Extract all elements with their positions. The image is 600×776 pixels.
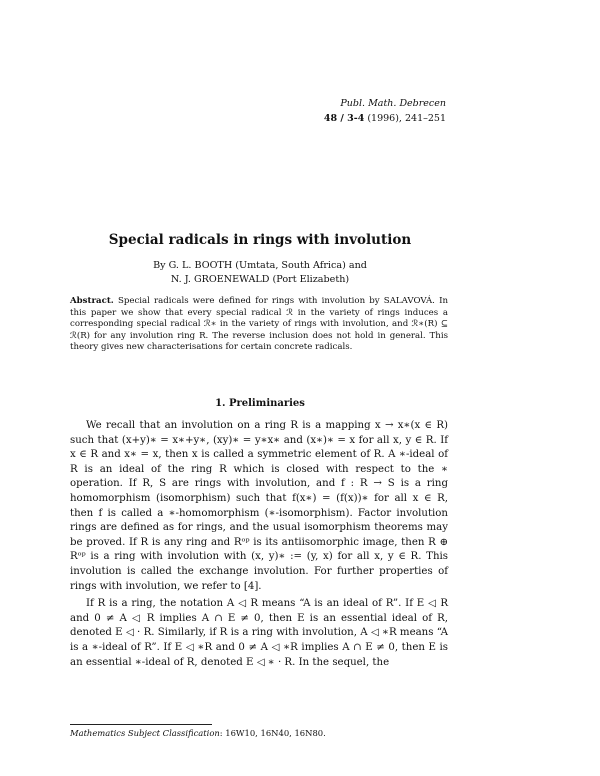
- paper-title: Special radicals in rings with involution: [108, 232, 412, 248]
- footnote: [70, 728, 448, 739]
- author-line-2: N. J. GROENEWALD (Port Elizabeth): [170, 274, 350, 285]
- journal-volume-line: [246, 111, 446, 126]
- abstract: [70, 296, 448, 354]
- author-line-1: By G. L. BOOTH (Umtata, South Africa) and: [153, 260, 367, 271]
- paragraph-1: We recall that an involution on a ring R is a mapping x → x∗(x ∈ R) such that (x+y)∗ = x∗+y∗, (xy)∗ = y∗x∗ and (x∗)∗ = x for all x, y ∈ R. If x ∈ R and x∗ = x, then x is called a symmetric element of R. A ∗-ideal of R is an ideal of the ring R which is closed with respect to the ∗ operation. If R, S are rings with involution, and f : R → S is a ring homomorphism (isomorphism) such that f(x∗) = (f(x))∗ for all x ∈ R, then f is called a ∗-homomorphism (∗-isomorphism). Factor involution rings are defined as for rings, and the usual isomorphism theorems may be proved. If R is any ring and Rᵒᵖ is its antiisomorphic image, then R ⊕ Rᵒᵖ is a ring with involution with (x, y)∗ := (y, x) for all x, y ∈ R. This involution is called the exchange involution. For further properties of rings with involution, we refer to [4].: [70, 420, 448, 592]
- journal-name: Publ. Math. Debrecen: [340, 98, 446, 109]
- abstract-label: Abstract.: [70, 296, 114, 306]
- paragraph-2: If R is a ring, the notation A ◁ R means “A is an ideal of R”. If E ◁ R and 0 ≠ A ◁ R implies A ∩ E ≠ 0, then E is an essential ideal of R, denoted E ◁ · R. Similarly, if R is a ring with involution, A ◁ ∗R means “A is a ∗-ideal of R”. If E ◁ ∗R and 0 ≠ A ◁ ∗R implies A ∩ E ≠ 0, then E is an essential ∗-ideal of R, denoted E ◁ ∗ · R. In the sequel, the: [70, 598, 448, 668]
- journal-year-pages: (1996), 241–251: [364, 113, 446, 124]
- body-text: [70, 419, 448, 673]
- section-heading: 1. Preliminaries: [215, 398, 305, 409]
- journal-header: [246, 96, 446, 126]
- abstract-text: Special radicals were defined for rings with involution by SALAVOVÁ. In this paper we show that every special radical ℛ in the variety of rings induces a corresponding special radical ℛ∗ in the variety of rings with involution, and ℛ∗(R) ⊆ ℛ(R) for any involution ring R. The reverse inclusion does not hold in general. This theory gives new characterisations for certain concrete radicals.: [70, 296, 449, 353]
- footnote-divider: [70, 724, 212, 725]
- footnote-text: : 16W10, 16N40, 16N80.: [219, 728, 326, 738]
- journal-volume: 48 / 3-4: [323, 113, 365, 124]
- footnote-label: Mathematics Subject Classification: [70, 728, 220, 738]
- author-block: [60, 259, 460, 287]
